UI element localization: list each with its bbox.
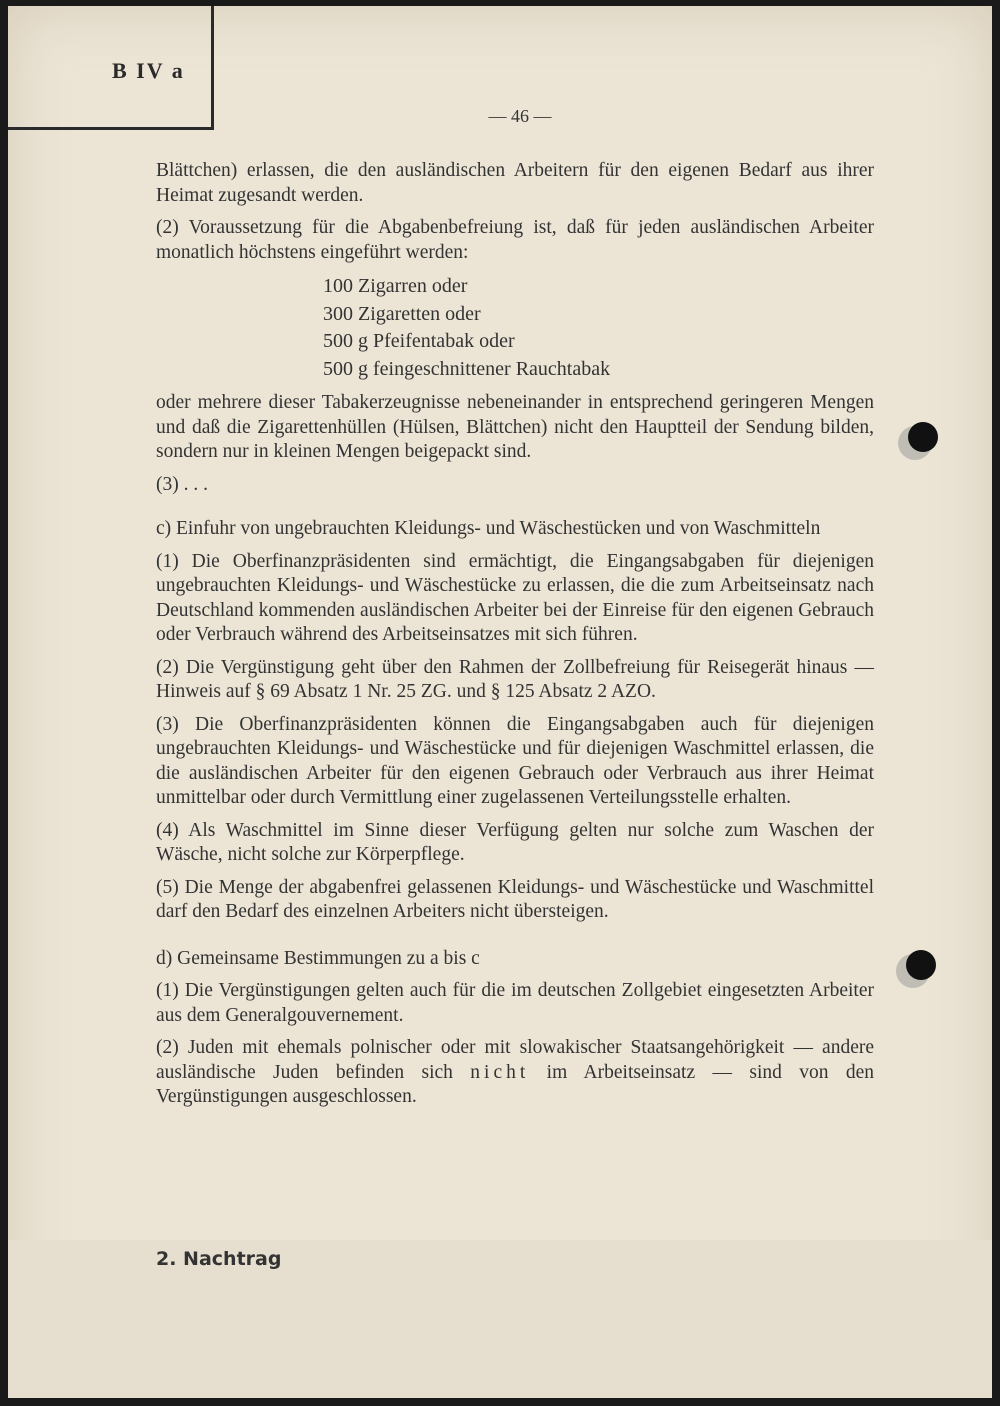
document-reference: B IV a xyxy=(112,58,185,83)
page-number: — 46 — xyxy=(488,106,552,126)
section-d-paragraph-2 xyxy=(156,1036,874,1110)
paragraph-ellipsis: (3) . . . xyxy=(156,473,208,495)
section-c-paragraph-3: (3) Die Oberfinanzpräsidenten können die Eingangsabgaben auch für diejenigen ungebrauchten Kleidungs- und Wäschestücke und für diejenigen Waschmittel erlassen, die die ausländischen Arbeiter für den eigenen Gebrauch oder Verbrauch aus ihrer Heimat unmittelbar oder durch Vermittlung einer zugelassenen Verteilungsstelle erhalten. xyxy=(156,713,874,808)
paragraph-continuation: Blättchen) erlassen, die den ausländischen Arbeitern für den eigenen Bedarf aus ihrer Heimat zugesandt werden. xyxy=(156,160,874,206)
section-d-heading: d) Gemeinsame Bestimmungen zu a bis c xyxy=(156,947,480,969)
d2-emphasis: nicht xyxy=(470,1061,530,1083)
paragraph-3: oder mehrere dieser Tabakerzeugnisse nebeneinander in entsprechend geringeren Mengen und daß die Zigarettenhüllen (Hülsen, Blättchen) nicht den Hauptteil der Sendung bilden, sondern nur in kleinen Mengen beigepackt sind. xyxy=(156,392,874,462)
list-item: 300 Zigaretten oder xyxy=(323,302,481,325)
list-item: 100 Zigarren oder xyxy=(323,275,468,297)
d2-text-start: (2) Juden mit ehemals polnischer oder mit slowakischer Staatsangehörigkeit — andere ausländische Juden befinden sich xyxy=(156,1037,874,1083)
d2-text-end: im Arbeitseinsatz — sind von den Vergünstigungen ausgeschlossen. xyxy=(156,1061,875,1107)
section-c-paragraph-2: (2) Die Vergünstigung geht über den Rahmen der Zollbefreiung für Reisegerät hinaus — Hinweis auf § 69 Absatz 1 Nr. 25 ZG. und § 125 Absatz 2 AZO. xyxy=(156,656,874,702)
list-item: 500 g feingeschnittener Rauchtabak xyxy=(323,357,611,380)
supplement-label: 2. Nachtrag xyxy=(156,1248,282,1270)
section-c-paragraph-1: (1) Die Oberfinanzpräsidenten sind ermächtigt, die Eingangsabgaben für diejenigen ungebrauchten Kleidungs- und Wäschestücke zu erlassen, die die zum Arbeitseinsatz nach Deutschland kommenden ausländischen Arbeiter bei der Einreise für den eigenen Gebrauch oder Verbrauch während des Arbeitseinsatzes mit sich führen. xyxy=(156,550,874,645)
list-item: 500 g Pfeifentabak oder xyxy=(323,330,515,352)
tobacco-list xyxy=(156,273,874,383)
punch-hole-lower xyxy=(906,950,936,980)
body-text xyxy=(156,159,874,1118)
section-c-paragraph-5: (5) Die Menge der abgabenfrei gelassenen Kleidungs- und Wäschestücke und Waschmittel darf den Bedarf des einzelnen Arbeiters nicht übersteigen. xyxy=(156,876,874,922)
section-d-paragraph-1: (1) Die Vergünstigungen gelten auch für die im deutschen Zollgebiet eingesetzten Arbeiter aus dem Generalgouvernement. xyxy=(156,980,874,1026)
punch-hole-upper xyxy=(908,422,938,452)
section-c-heading: c) Einfuhr von ungebrauchten Kleidungs- und Wäschestücken und von Waschmitteln xyxy=(156,518,821,539)
section-c-paragraph-4: (4) Als Waschmittel im Sinne dieser Verfügung gelten nur solche zum Waschen der Wäsche, nicht solche zur Körperpflege. xyxy=(156,819,874,865)
paragraph-2: (2) Voraussetzung für die Abgabenbefreiung ist, daß für jeden ausländischen Arbeiter monatlich höchstens eingeführt werden: xyxy=(156,217,874,263)
